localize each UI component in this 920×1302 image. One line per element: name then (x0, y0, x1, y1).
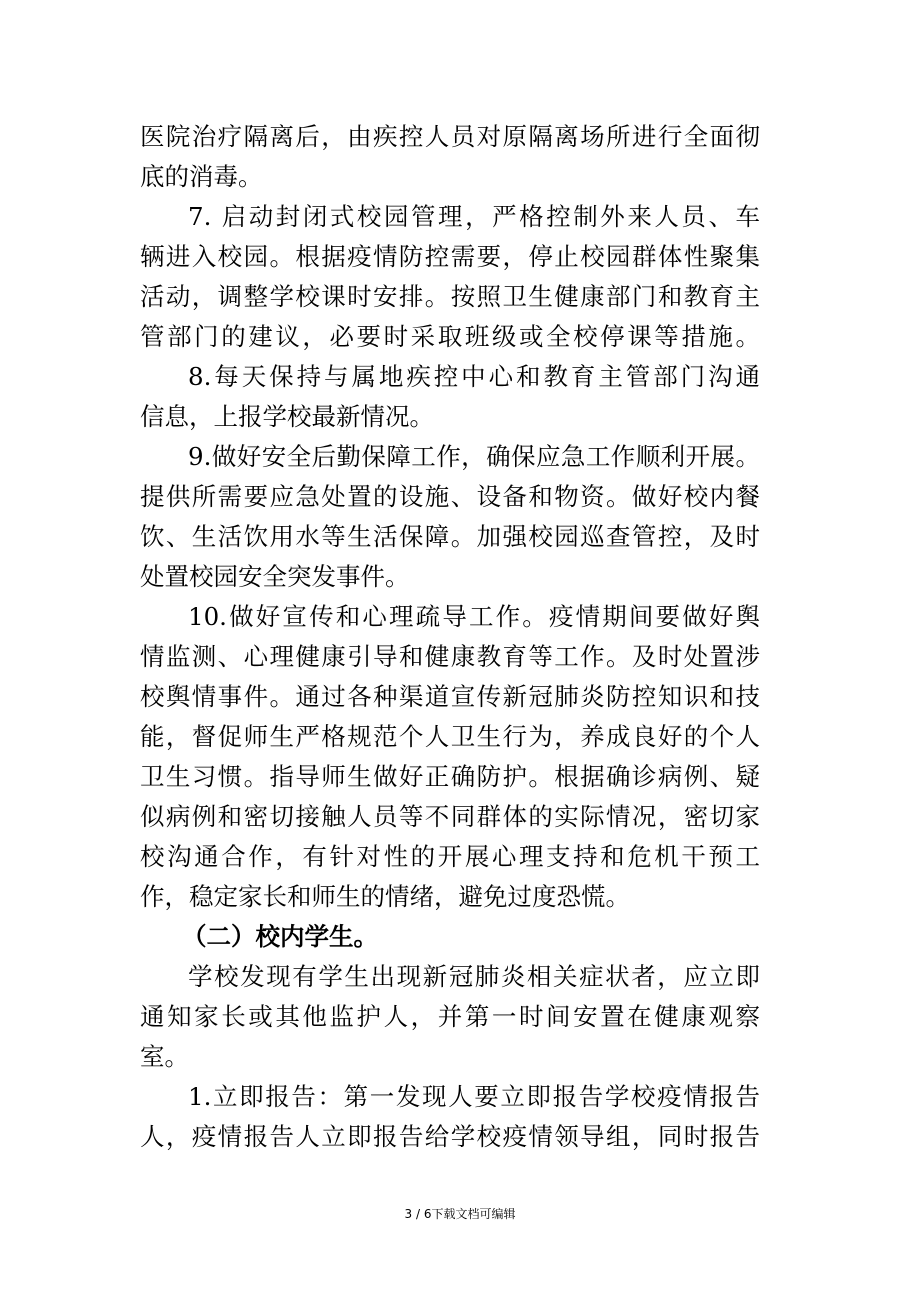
text-line: 似病例和密切接触人员等不同群体的实际情况，密切家 (140, 802, 760, 831)
text-line: 9.做好安全后勤保障工作，确保应急工作顺利开展。 (188, 442, 760, 471)
text-line: 处置校园安全突发事件。 (140, 562, 410, 591)
text-line: 情监测、心理健康引导和健康教育等工作。及时处置涉 (140, 642, 760, 671)
text-line: 8.每天保持与属地疾控中心和教育主管部门沟通 (188, 362, 760, 391)
text-line: 信息，上报学校最新情况。 (140, 402, 434, 431)
text-line: 活动，调整学校课时安排。按照卫生健康部门和教育主 (140, 282, 760, 311)
text-line: 管部门的建议，必要时采取班级或全校停课等措施。 (140, 322, 760, 351)
text-line: 提供所需要应急处置的设施、设备和物资。做好校内餐 (140, 482, 760, 511)
text-line: 辆进入校园。根据疫情防控需要，停止校园群体性聚集 (140, 242, 760, 271)
text-line: 作，稳定家长和师生的情绪，避免过度恐慌。 (140, 882, 630, 911)
section-heading: （二）校内学生。 (182, 922, 378, 951)
text-line: 1.立即报告：第一发现人要立即报告学校疫情报告 (188, 1082, 760, 1111)
text-line: 医院治疗隔离后，由疾控人员对原隔离场所进行全面彻 (140, 122, 760, 151)
text-line: 饮、生活饮用水等生活保障。加强校园巡查管控，及时 (140, 522, 760, 551)
page-footer: 3 / 6下载文档可编辑 (404, 1207, 516, 1221)
text-line: 底的消毒。 (140, 162, 263, 191)
text-line: 室。 (140, 1042, 189, 1071)
text-line: 人，疫情报告人立即报告给学校疫情领导组，同时报告 (140, 1122, 760, 1151)
text-line: 10.做好宣传和心理疏导工作。疫情期间要做好舆 (188, 602, 760, 631)
text-line: 校沟通合作，有针对性的开展心理支持和危机干预工 (140, 842, 760, 871)
text-line: 7. 启动封闭式校园管理，严格控制外来人员、车 (188, 202, 760, 231)
text-line: 卫生习惯。指导师生做好正确防护。根据确诊病例、疑 (140, 762, 760, 791)
text-line: 校舆情事件。通过各种渠道宣传新冠肺炎防控知识和技 (140, 682, 760, 711)
text-line: 通知家长或其他监护人，并第一时间安置在健康观察 (140, 1002, 760, 1031)
text-line: 能，督促师生严格规范个人卫生行为，养成良好的个人 (140, 722, 760, 751)
text-line: 学校发现有学生出现新冠肺炎相关症状者，应立即 (188, 962, 760, 991)
